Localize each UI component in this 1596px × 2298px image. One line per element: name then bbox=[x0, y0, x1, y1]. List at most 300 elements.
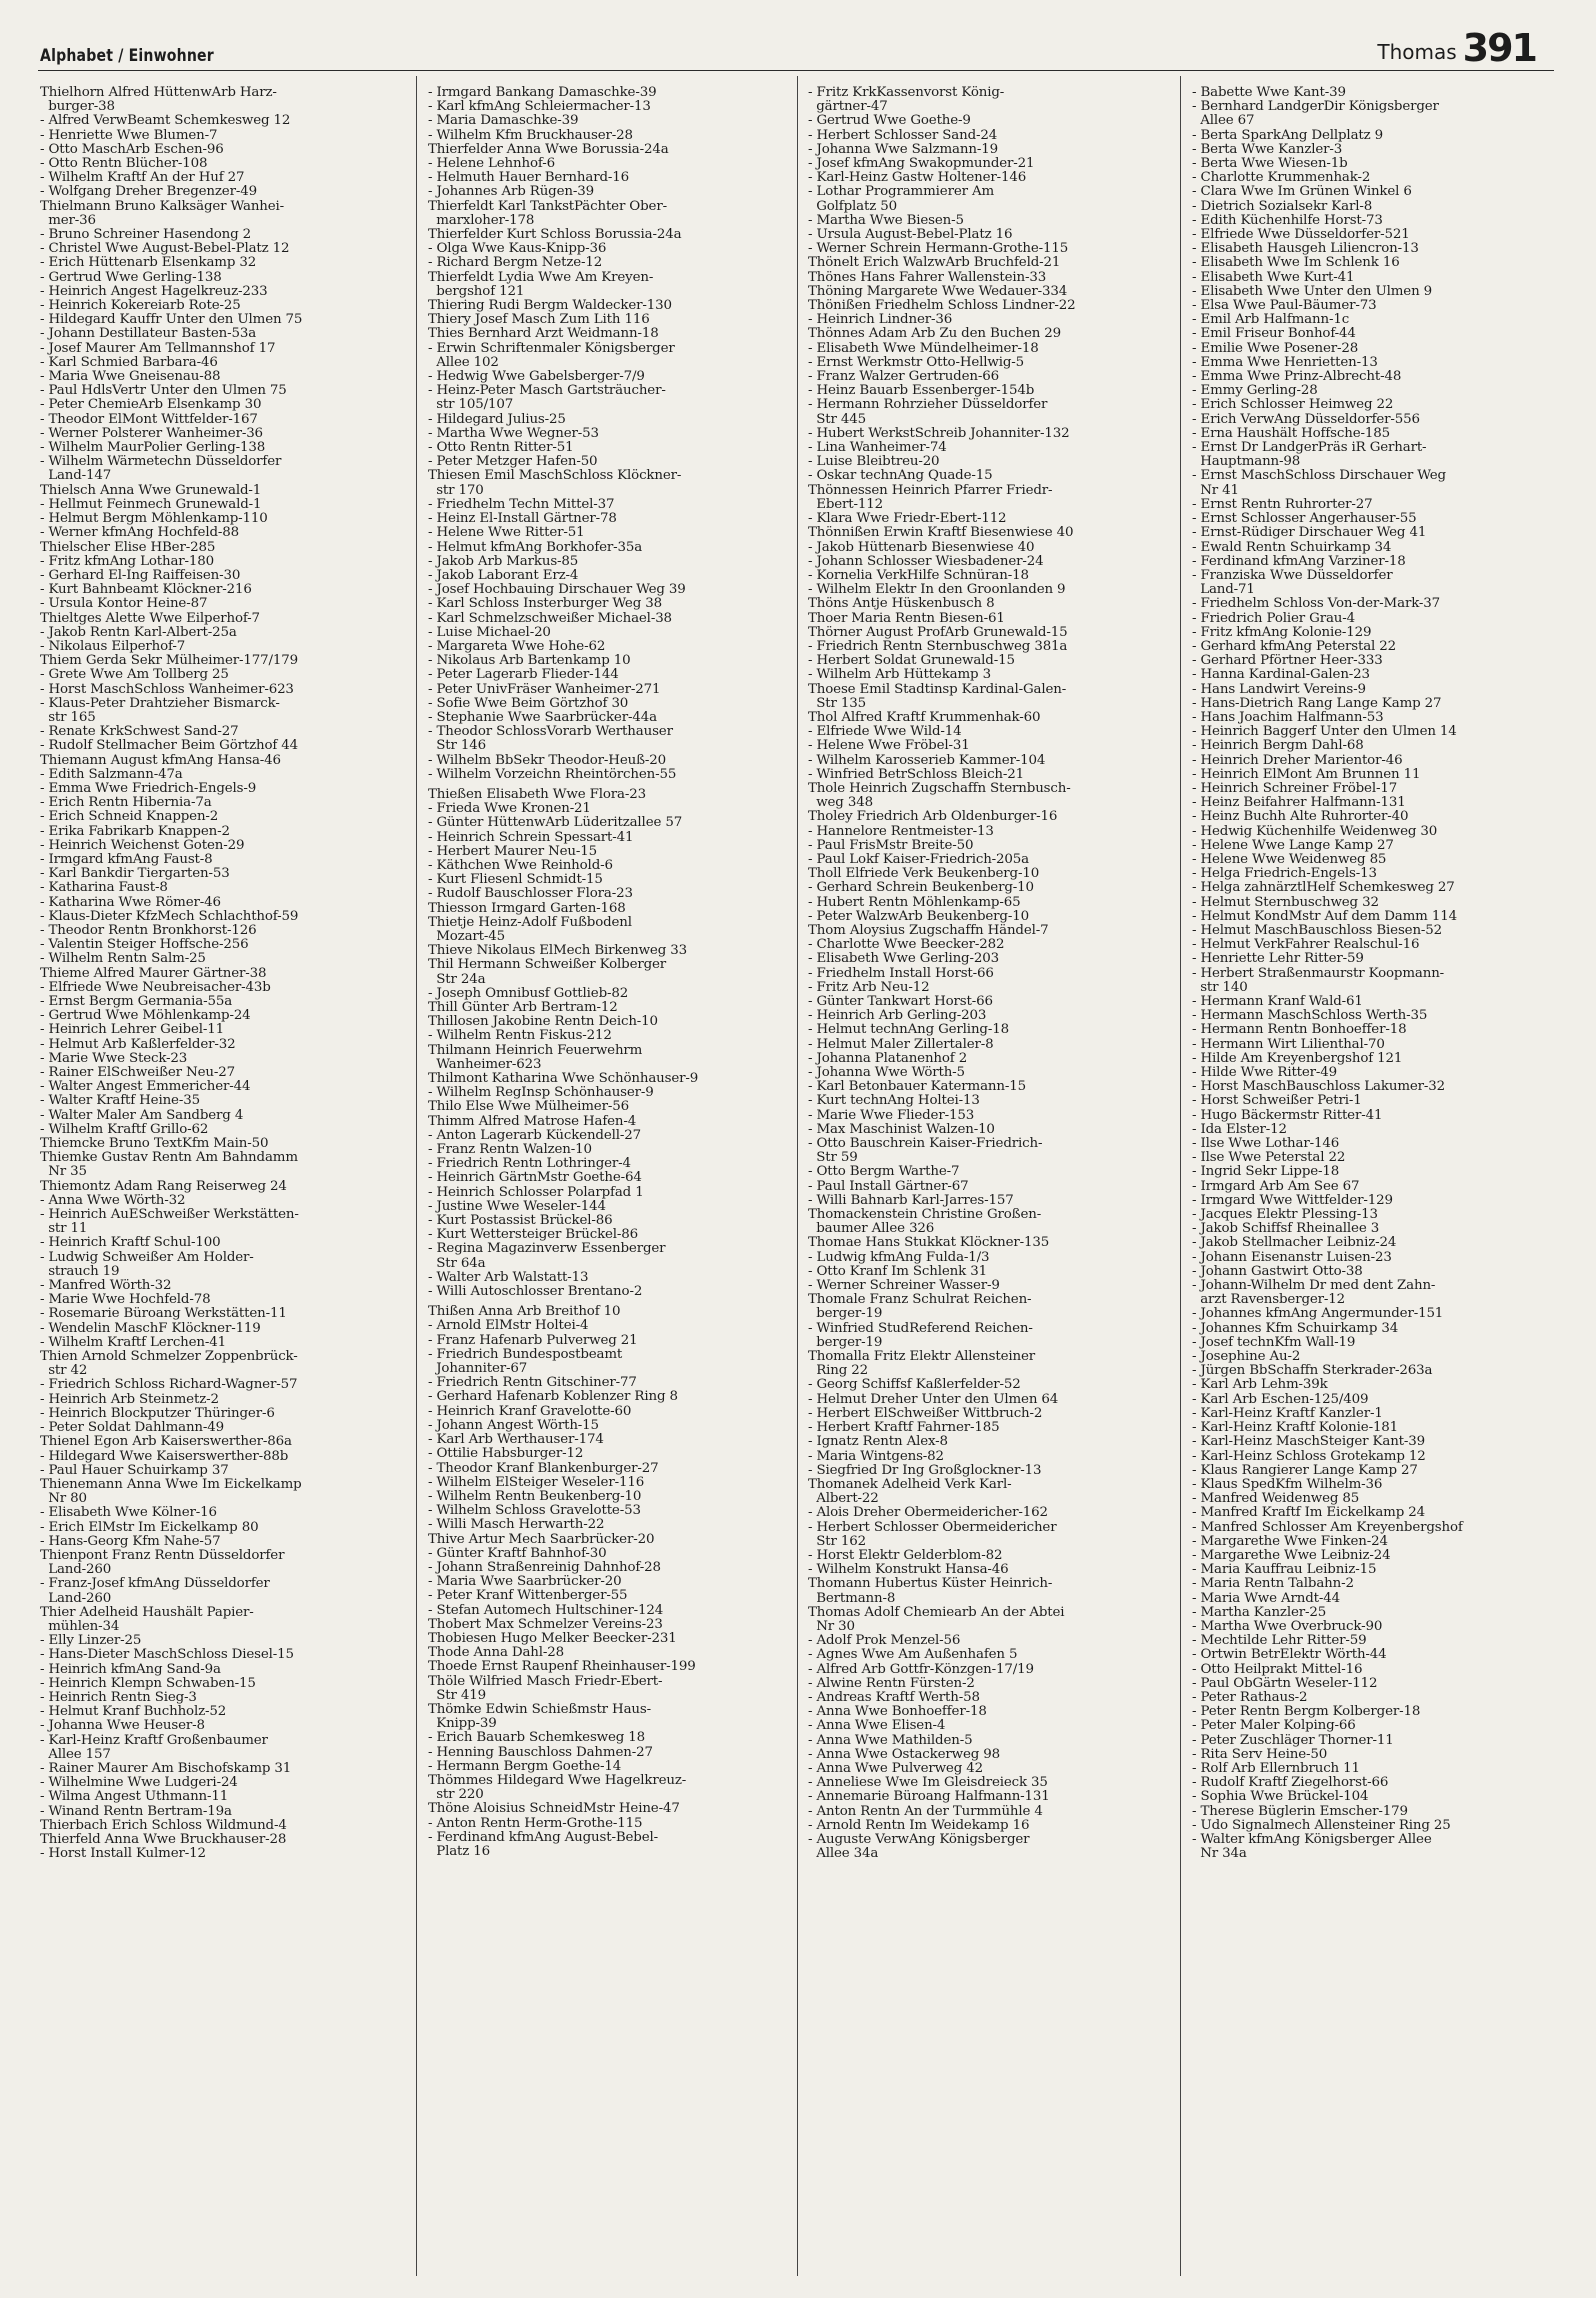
directory-entry-line: - Anna Wwe Ostackerweg 98 bbox=[808, 1747, 1001, 1762]
directory-entry-line: - Ernst-Rüdiger Dirschauer Weg 41 bbox=[1192, 526, 1427, 541]
directory-entry-line: - Erwin Schriftenmaler Königsberger bbox=[428, 341, 675, 356]
directory-entry-line: Thobiesen Hugo Melker Beecker-231 bbox=[428, 1631, 677, 1646]
directory-entry-line: Thieltges Alette Wwe Eilperhof-7 bbox=[40, 611, 260, 626]
directory-entry-line: - Wilhelm Vorzeichn Rheintörchen-55 bbox=[428, 767, 677, 782]
directory-entry-line: Tholey Friedrich Arb Oldenburger-16 bbox=[808, 810, 1058, 825]
directory-entry-line: - Katharina Wwe Römer-46 bbox=[40, 895, 221, 910]
directory-entry-line: Thole Heinrich Zugschaffn Sternbusch- bbox=[808, 781, 1071, 796]
directory-entry-line: Thomas Adolf Chemiearb An der Abtei bbox=[808, 1605, 1065, 1620]
directory-column-4 bbox=[1192, 86, 1544, 1861]
directory-entry-line: Thiem Gerda Sekr Mülheimer-177/179 bbox=[40, 654, 298, 669]
directory-entry-line: - Josef Maurer Am Tellmannshof 17 bbox=[40, 341, 276, 356]
directory-entry-line: - Ferdinand kfmAng August-Bebel- bbox=[428, 1830, 659, 1845]
directory-entry-line: - Jakob Hüttenarb Biesenwiese 40 bbox=[808, 540, 1035, 555]
directory-entry-line: - Gerhard Pförtner Heer-333 bbox=[1192, 654, 1383, 669]
directory-entry-line: - Berta Wwe Kanzler-3 bbox=[1192, 142, 1343, 157]
directory-entry-line: - Ernst MaschSchloss Dirschauer Weg bbox=[1192, 469, 1446, 484]
directory-entry-line: - Herbert Soldat Grunewald-15 bbox=[808, 654, 1015, 669]
directory-entry-line: Thoede Ernst Raupenf Rheinhauser-199 bbox=[428, 1660, 696, 1675]
directory-entry-line: - Heinrich Schrein Spessart-41 bbox=[428, 830, 634, 845]
directory-entry-line: - Johann Destillateur Basten-53a bbox=[40, 327, 257, 342]
directory-entry-line: - Irmgard Arb Am See 67 bbox=[1192, 1179, 1360, 1194]
directory-entry-line: - Wilhelm Kraftf Lerchen-41 bbox=[40, 1335, 227, 1350]
directory-entry-line: burger-38 bbox=[40, 100, 115, 115]
directory-entry-line: - Heinz Bauarb Essenberger-154b bbox=[808, 384, 1035, 399]
directory-entry-line: - Peter Kranf Wittenberger-55 bbox=[428, 1589, 628, 1604]
directory-entry-line: - Johanna Wwe Wörth-5 bbox=[808, 1066, 965, 1081]
directory-entry-line: Str 135 bbox=[808, 696, 866, 711]
directory-entry-line: - Gertrud Wwe Goethe-9 bbox=[808, 114, 971, 129]
directory-entry-line: Thielscher Elise HBer-285 bbox=[40, 540, 216, 555]
directory-entry-line: Thoer Maria Rentn Biesen-61 bbox=[808, 611, 1005, 626]
directory-entry-line: - Karl Arb Eschen-125/409 bbox=[1192, 1392, 1369, 1407]
directory-entry-line: - Erich Rentn Hibernia-7a bbox=[40, 796, 212, 811]
directory-entry-line: - Peter Zuschläger Thorner-11 bbox=[1192, 1733, 1394, 1748]
directory-entry-line: Land-260 bbox=[40, 1591, 112, 1606]
directory-entry-line: - Karl-Heinz Kraftf Kanzler-1 bbox=[1192, 1406, 1383, 1421]
directory-entry-line: - Anna Wwe Bonhoeffer-18 bbox=[808, 1705, 987, 1720]
directory-entry-line: Thißen Anna Arb Breithof 10 bbox=[428, 1305, 621, 1320]
directory-entry-line: - Heinz Buchh Alte Ruhrorter-40 bbox=[1192, 810, 1409, 825]
directory-entry-line: - Martha Wwe Wegner-53 bbox=[428, 426, 599, 441]
directory-entry-line: Thomae Hans Stukkat Klöckner-135 bbox=[808, 1236, 1050, 1251]
directory-entry-line: str 42 bbox=[40, 1364, 88, 1379]
directory-entry-line: - Kurt Wettersteiger Brückel-86 bbox=[428, 1228, 639, 1243]
directory-entry-line: - Heinrich Bergm Dahl-68 bbox=[1192, 739, 1364, 754]
directory-entry-line: - Helmut kfmAng Borkhofer-35a bbox=[428, 540, 643, 555]
directory-entry-line: Land-147 bbox=[40, 469, 112, 484]
directory-entry-line: - Maria Kauffrau Leibniz-15 bbox=[1192, 1563, 1377, 1578]
directory-entry-line: - Agnes Wwe Am Außenhafen 5 bbox=[808, 1648, 1018, 1663]
directory-entry-line: - Martha Kanzler-25 bbox=[1192, 1605, 1327, 1620]
directory-entry-line: Thieve Nikolaus ElMech Birkenweg 33 bbox=[428, 944, 687, 959]
directory-entry-line: - Friedhelm Techn Mittel-37 bbox=[428, 497, 615, 512]
directory-entry-line: - Friedrich Rentn Lothringer-4 bbox=[428, 1157, 631, 1172]
directory-entry-line: - Helmut Kranf Buchholz-52 bbox=[40, 1705, 227, 1720]
directory-entry-line: - Wilhelmine Wwe Ludgeri-24 bbox=[40, 1776, 238, 1791]
directory-entry-line: - Ingrid Sekr Lippe-18 bbox=[1192, 1165, 1340, 1180]
directory-entry-line: - Heinrich Rentn Sieg-3 bbox=[40, 1690, 197, 1705]
directory-entry-line: Land-260 bbox=[40, 1563, 112, 1578]
directory-entry-line: - Wilhelm Rentn Fiskus-212 bbox=[428, 1029, 612, 1044]
directory-entry-line: - Otto Rentn Blücher-108 bbox=[40, 157, 208, 172]
directory-entry-line: - Friedhelm Schloss Von-der-Mark-37 bbox=[1192, 597, 1441, 612]
directory-entry-line: Str 445 bbox=[808, 412, 866, 427]
directory-entry-line: - Manfred Wörth-32 bbox=[40, 1279, 172, 1294]
directory-entry-line: - Paul ObGärtn Weseler-112 bbox=[1192, 1676, 1378, 1691]
directory-entry-line: - Hildegard Julius-25 bbox=[428, 412, 566, 427]
directory-entry-line: - Luise Bleibtreu-20 bbox=[808, 455, 940, 470]
directory-entry-line: Thiery Josef Masch Zum Lith 116 bbox=[428, 313, 650, 328]
directory-entry-line: - Erich Bauarb Schemkesweg 18 bbox=[428, 1731, 646, 1746]
directory-entry-line: - Herbert Kraftf Fahrner-185 bbox=[808, 1421, 1000, 1436]
directory-entry-line: Allee 102 bbox=[428, 355, 499, 370]
directory-entry-line: - Berta SparkAng Dellplatz 9 bbox=[1192, 128, 1384, 143]
directory-entry-line: - Paul Install Gärtner-67 bbox=[808, 1179, 969, 1194]
directory-entry-line: - Paul Hauer Schuirkamp 37 bbox=[40, 1463, 229, 1478]
directory-entry-line: - Otto MaschArb Eschen-96 bbox=[40, 142, 224, 157]
directory-entry-line: - Heinrich Arb Steinmetz-2 bbox=[40, 1392, 219, 1407]
directory-entry-line: - Andreas Kraftf Werth-58 bbox=[808, 1690, 980, 1705]
directory-entry-line: - Wilhelm Kraftf An der Huf 27 bbox=[40, 171, 245, 186]
directory-entry-line: - Gerhard El-Ing Raiffeisen-30 bbox=[40, 568, 241, 583]
directory-entry-line: - Käthchen Wwe Reinhold-6 bbox=[428, 858, 613, 873]
directory-entry-line: - Udo Signalmech Allensteiner Ring 25 bbox=[1192, 1818, 1451, 1833]
directory-entry-line: - Manfred Kraftf Im Eickelkamp 24 bbox=[1192, 1506, 1425, 1521]
directory-entry-line: - Josephine Au-2 bbox=[1192, 1350, 1301, 1365]
directory-entry-line: - Elisabeth Wwe Gerling-203 bbox=[808, 952, 999, 967]
directory-entry-line: - Günter Kraftf Bahnhof-30 bbox=[428, 1546, 607, 1561]
directory-entry-line: - Valentin Steiger Hoffsche-256 bbox=[40, 938, 249, 953]
directory-entry-line: - Werner Schrein Hermann-Grothe-115 bbox=[808, 242, 1069, 257]
directory-entry-line: - Max Maschinist Walzen-10 bbox=[808, 1122, 995, 1137]
directory-entry-line: - Werner Polsterer Wanheimer-36 bbox=[40, 426, 263, 441]
directory-entry-line: - Lina Wanheimer-74 bbox=[808, 441, 947, 456]
directory-entry-line: Platz 16 bbox=[428, 1844, 491, 1859]
directory-entry-line: - Erna Haushält Hoffsche-185 bbox=[1192, 426, 1390, 441]
directory-column-2 bbox=[428, 86, 780, 1859]
directory-entry-line: - Maria Wwe Gneisenau-88 bbox=[40, 370, 221, 385]
directory-entry-line: - Peter Lagerarb Flieder-144 bbox=[428, 668, 619, 683]
directory-entry-line: - Jakob Arb Markus-85 bbox=[428, 554, 579, 569]
directory-entry-line: - Emmy Gerling-28 bbox=[1192, 384, 1318, 399]
directory-entry-line: - Kurt technAng Holtei-13 bbox=[808, 1094, 980, 1109]
directory-entry-line: Thiemke Gustav Rentn Am Bahndamm bbox=[40, 1151, 298, 1166]
directory-entry-line: - Horst Elektr Gelderblom-82 bbox=[808, 1548, 1003, 1563]
directory-entry-line: - Hellmut Feinmech Grunewald-1 bbox=[40, 497, 262, 512]
directory-entry-line: - Anneliese Wwe Im Gleisdreieck 35 bbox=[808, 1776, 1048, 1791]
directory-entry-line: - Anton Lagerarb Kückendell-27 bbox=[428, 1128, 642, 1143]
directory-entry-line: - Klaus Rangierer Lange Kamp 27 bbox=[1192, 1463, 1418, 1478]
directory-entry-line: - Otto Bergm Warthe-7 bbox=[808, 1165, 960, 1180]
directory-entry-line: Ebert-112 bbox=[808, 497, 883, 512]
directory-entry-line: - Rita Serv Heine-50 bbox=[1192, 1747, 1328, 1762]
directory-entry-line: - Henning Bauschloss Dahmen-27 bbox=[428, 1745, 653, 1760]
directory-entry-line: - Elfriede Wwe Düsseldorfer-521 bbox=[1192, 228, 1410, 243]
directory-entry-line: Thierbach Erich Schloss Wildmund-4 bbox=[40, 1818, 287, 1833]
directory-entry-line: - Heinrich Baggerf Unter den Ulmen 14 bbox=[1192, 725, 1457, 740]
directory-entry-line: - Ottilie Habsburger-12 bbox=[428, 1447, 584, 1462]
directory-entry-line: - Margareta Wwe Hohe-62 bbox=[428, 639, 606, 654]
directory-entry-line: - Rudolf Kraftf Ziegelhorst-66 bbox=[1192, 1776, 1389, 1791]
directory-entry-line: Knipp-39 bbox=[428, 1717, 497, 1732]
directory-entry-line: - Gertrud Wwe Gerling-138 bbox=[40, 270, 222, 285]
directory-entry-line: str 105/107 bbox=[428, 398, 514, 413]
directory-entry-line: - Walter Angest Emmericher-44 bbox=[40, 1080, 251, 1095]
directory-entry-line: berger-19 bbox=[808, 1335, 883, 1350]
directory-entry-line: - Friedrich Schloss Richard-Wagner-57 bbox=[40, 1378, 298, 1393]
directory-entry-line: - Helmut Sternbuschweg 32 bbox=[1192, 895, 1379, 910]
directory-entry-line: - Jakob Laborant Erz-4 bbox=[428, 568, 579, 583]
directory-entry-line: Ring 22 bbox=[808, 1364, 869, 1379]
directory-entry-line: Thießen Elisabeth Wwe Flora-23 bbox=[428, 787, 646, 802]
directory-entry-line: - Horst Install Kulmer-12 bbox=[40, 1847, 206, 1862]
directory-entry-line: - Heinrich kfmAng Sand-9a bbox=[40, 1662, 221, 1677]
directory-entry-line: Thiesson Irmgard Garten-168 bbox=[428, 901, 626, 916]
directory-entry-line: Str 59 bbox=[808, 1151, 858, 1166]
directory-entry-line: Thienemann Anna Wwe Im Eickelkamp bbox=[40, 1477, 302, 1492]
directory-entry-line: - Klaus-Dieter KfzMech Schlachthof-59 bbox=[40, 909, 299, 924]
directory-entry-line: - Manfred Schlosser Am Kreyenbergshof bbox=[1192, 1520, 1463, 1535]
directory-entry-line: - Werner kfmAng Hochfeld-88 bbox=[40, 526, 239, 541]
directory-entry-line: - Willi Bahnarb Karl-Jarres-157 bbox=[808, 1193, 1014, 1208]
directory-entry-line: - Peter UnivFräser Wanheimer-271 bbox=[428, 682, 661, 697]
directory-entry-line: - Frieda Wwe Kronen-21 bbox=[428, 802, 591, 817]
directory-entry-line: - Anton Rentn An der Turmmühle 4 bbox=[808, 1804, 1043, 1819]
directory-entry-line: - Oskar technAng Quade-15 bbox=[808, 469, 993, 484]
directory-entry-line: - Wilhelm Elektr In den Groonlanden 9 bbox=[808, 583, 1066, 598]
directory-entry-line: - Heinrich Schreiner Fröbel-17 bbox=[1192, 781, 1398, 796]
directory-entry-line: - Maria Wwe Saarbrücker-20 bbox=[428, 1575, 622, 1590]
directory-entry-line: - Arnold ElMstr Holtei-4 bbox=[428, 1319, 589, 1334]
directory-entry-line: - Richard Bergm Netze-12 bbox=[428, 256, 603, 271]
directory-entry-line: - Babette Wwe Kant-39 bbox=[1192, 86, 1346, 100]
directory-entry-line: - Friedrich Rentn Sternbuschweg 381a bbox=[808, 639, 1068, 654]
directory-entry-line: Thönelt Erich WalzwArb Bruchfeld-21 bbox=[808, 256, 1061, 271]
directory-entry-line: - Willi Masch Herwarth-22 bbox=[428, 1518, 605, 1533]
directory-entry-line: - Hans Joachim Halfmann-53 bbox=[1192, 710, 1384, 725]
directory-entry-line: - Hilde Am Kreyenbergshof 121 bbox=[1192, 1051, 1403, 1066]
directory-entry-line: - Wilhelm Kraftf Grillo-62 bbox=[40, 1122, 209, 1137]
directory-entry-line: Thol Alfred Kraftf Krummenhak-60 bbox=[808, 710, 1041, 725]
directory-entry-line: - Wilhelm ElSteiger Weseler-116 bbox=[428, 1475, 645, 1490]
directory-entry-line: - Anna Wwe Pulverweg 42 bbox=[808, 1761, 983, 1776]
directory-entry-line: - Heinrich Blockputzer Thüringer-6 bbox=[40, 1406, 275, 1421]
directory-entry-line: - Ursula August-Bebel-Platz 16 bbox=[808, 228, 1013, 243]
directory-entry-line: - Heinrich Dreher Marientor-46 bbox=[1192, 753, 1403, 768]
directory-entry-line: - Helmut technAng Gerling-18 bbox=[808, 1023, 1009, 1038]
directory-entry-line: - Lothar Programmierer Am bbox=[808, 185, 995, 200]
directory-entry-line: - Rainer Maurer Am Bischofskamp 31 bbox=[40, 1761, 292, 1776]
directory-entry-line: - Hermann Kranf Wald-61 bbox=[1192, 995, 1363, 1009]
directory-entry-line: - Martha Wwe Biesen-5 bbox=[808, 213, 964, 228]
directory-entry-line: - Helga Friedrich-Engels-13 bbox=[1192, 867, 1377, 882]
directory-entry-line: - Manfred Weidenweg 85 bbox=[1192, 1492, 1360, 1507]
directory-entry-line: Land-71 bbox=[1192, 583, 1255, 598]
directory-entry-line: mühlen-34 bbox=[40, 1619, 120, 1634]
directory-entry-line: - Henriette Wwe Blumen-7 bbox=[40, 128, 218, 143]
directory-entry-line: Hauptmann-98 bbox=[1192, 455, 1301, 470]
directory-entry-line: Thimm Alfred Matrose Hafen-4 bbox=[428, 1114, 637, 1129]
directory-entry-line: - Wilhelm Schloss Gravelotte-53 bbox=[428, 1504, 641, 1519]
directory-entry-line: str 11 bbox=[40, 1222, 88, 1237]
directory-entry-line: - Mechtilde Lehr Ritter-59 bbox=[1192, 1634, 1367, 1649]
directory-entry-line: - Otto Kranf Im Schlenk 31 bbox=[808, 1264, 987, 1279]
directory-entry-line: - Erich ElMstr Im Eickelkamp 80 bbox=[40, 1520, 259, 1535]
directory-entry-line: - Emma Wwe Prinz-Albrecht-48 bbox=[1192, 370, 1402, 385]
section-heading: Alphabet / Einwohner bbox=[40, 46, 214, 66]
directory-entry-line: Thien Arnold Schmelzer Zoppenbrück- bbox=[40, 1350, 298, 1365]
directory-entry-line: - Fritz KrkKassenvorst König- bbox=[808, 86, 1005, 100]
directory-entry-line: Thomann Hubertus Küster Heinrich- bbox=[808, 1577, 1053, 1592]
directory-entry-line: Johanniter-67 bbox=[428, 1362, 528, 1377]
directory-entry-line: berger-19 bbox=[808, 1307, 883, 1322]
directory-entry-line: - Johannes kfmAng Angermunder-151 bbox=[1192, 1307, 1444, 1322]
directory-entry-line: - Ursula Kontor Heine-87 bbox=[40, 597, 208, 612]
directory-entry-line: Thielsch Anna Wwe Grunewald-1 bbox=[40, 483, 262, 498]
directory-entry-line: - Herbert Schlosser Obermeidericher bbox=[808, 1520, 1057, 1535]
directory-entry-line: Wanheimer-623 bbox=[428, 1057, 542, 1072]
directory-entry-line: - Otto Rentn Ritter-51 bbox=[428, 441, 574, 456]
directory-entry-line: Thode Anna Dahl-28 bbox=[428, 1646, 565, 1661]
directory-entry-line: - Peter ChemieArb Elsenkamp 30 bbox=[40, 398, 262, 413]
directory-entry-line: - Emma Wwe Henrietten-13 bbox=[1192, 355, 1378, 370]
column-divider bbox=[797, 76, 798, 2276]
directory-entry-line: Allee 67 bbox=[1192, 114, 1255, 129]
directory-entry-line: - Peter Soldat Dahlmann-49 bbox=[40, 1421, 225, 1436]
directory-entry-line: - Wilhelm BbSekr Theodor-Heuß-20 bbox=[428, 753, 666, 768]
directory-entry-line: Thiemann August kfmAng Hansa-46 bbox=[40, 753, 281, 768]
directory-entry-line: - Klaus-Peter Drahtzieher Bismarck- bbox=[40, 696, 280, 711]
directory-entry-line: - Margarethe Wwe Leibniz-24 bbox=[1192, 1548, 1391, 1563]
directory-entry-line: - Elisabeth Wwe Kurt-41 bbox=[1192, 270, 1355, 285]
directory-entry-line: - Nikolaus Eilperhof-7 bbox=[40, 639, 186, 654]
directory-entry-line: - Karl-Heinz MaschSteiger Kant-39 bbox=[1192, 1435, 1426, 1450]
directory-entry-line: - Johann Schlosser Wiesbadener-24 bbox=[808, 554, 1044, 569]
directory-entry-line: - Ferdinand kfmAng Varziner-18 bbox=[1192, 554, 1406, 569]
directory-entry-line: - Rudolf Bauschlosser Flora-23 bbox=[428, 887, 633, 902]
directory-entry-line: - Karl-Heinz Kraftf Kolonie-181 bbox=[1192, 1421, 1399, 1436]
directory-entry-line: - Justine Wwe Weseler-144 bbox=[428, 1199, 606, 1214]
directory-entry-line: Thöns Antje Hüskenbusch 8 bbox=[808, 597, 995, 612]
directory-entry-line: Thier Adelheid Haushält Papier- bbox=[40, 1605, 254, 1620]
directory-entry-line: - Wilhelm Arb Hüttekamp 3 bbox=[808, 668, 991, 683]
directory-entry-line: - Friedrich Rentn Gitschiner-77 bbox=[428, 1376, 637, 1391]
directory-entry-line: - Gerhard Schrein Beukenberg-10 bbox=[808, 881, 1034, 896]
directory-entry-line: - Johanna Wwe Heuser-8 bbox=[40, 1719, 205, 1734]
directory-entry-line: - Wilhelm Karosserieb Kammer-104 bbox=[808, 753, 1046, 768]
directory-entry-line: - Elfriede Wwe Neubreisacher-43b bbox=[40, 980, 271, 995]
directory-entry-line: - Wilma Angest Uthmann-11 bbox=[40, 1790, 229, 1805]
directory-entry-line: - Winfried BetrSchloss Bleich-21 bbox=[808, 767, 1025, 782]
directory-entry-line: - Hans Landwirt Vereins-9 bbox=[1192, 682, 1366, 697]
directory-entry-line: - Ignatz Rentn Alex-8 bbox=[808, 1435, 948, 1450]
directory-entry-line: - Emilie Wwe Posener-28 bbox=[1192, 341, 1359, 356]
directory-entry-line: - Martha Wwe Overbruck-90 bbox=[1192, 1619, 1383, 1634]
directory-entry-line: - Katharina Faust-8 bbox=[40, 881, 168, 896]
directory-entry-line: - Günter HüttenwArb Lüderitzallee 57 bbox=[428, 816, 683, 831]
directory-entry-line: Thill Günter Arb Bertram-12 bbox=[428, 1001, 618, 1015]
directory-entry-line: - Ida Elster-12 bbox=[1192, 1122, 1287, 1137]
directory-entry-line: Thöning Margarete Wwe Wedauer-334 bbox=[808, 284, 1068, 299]
directory-entry-line: - Rainer ElSchweißer Neu-27 bbox=[40, 1066, 235, 1081]
directory-entry-line: - Nikolaus Arb Bartenkamp 10 bbox=[428, 654, 631, 669]
directory-entry-line: - Klara Wwe Friedr-Ebert-112 bbox=[808, 512, 1007, 527]
directory-entry-line: Thiemcke Bruno TextKfm Main-50 bbox=[40, 1137, 269, 1152]
directory-entry-line: - Anton Rentn Herm-Grothe-115 bbox=[428, 1816, 643, 1831]
directory-entry-line: - Fritz kfmAng Kolonie-129 bbox=[1192, 625, 1372, 640]
directory-entry-line: - Peter Maler Kolping-66 bbox=[1192, 1719, 1356, 1734]
directory-entry-line: - Gertrud Wwe Möhlenkamp-24 bbox=[40, 1009, 251, 1024]
directory-entry-line: weg 348 bbox=[808, 796, 873, 811]
directory-entry-line: - Elisabeth Hausgeh Liliencron-13 bbox=[1192, 242, 1419, 257]
directory-entry-line: - Helmut Dreher Unter den Ulmen 64 bbox=[808, 1392, 1059, 1407]
directory-entry-line: - Otto Bauschrein Kaiser-Friedrich- bbox=[808, 1137, 1043, 1152]
directory-entry-line: - Helene Wwe Fröbel-31 bbox=[808, 739, 970, 754]
directory-entry-line: - Wilhelm Wärmetechn Düsseldorfer bbox=[40, 455, 282, 470]
directory-entry-line: Nr 34a bbox=[1192, 1847, 1247, 1862]
directory-entry-line: - Anna Wwe Mathilden-5 bbox=[808, 1733, 973, 1748]
directory-entry-line: - Günter Tankwart Horst-66 bbox=[808, 995, 993, 1009]
page-header-right bbox=[1377, 26, 1536, 70]
directory-entry-line: - Jakob Rentn Karl-Albert-25a bbox=[40, 625, 237, 640]
directory-entry-line: Str 419 bbox=[428, 1688, 486, 1703]
directory-entry-line: Albert-22 bbox=[808, 1492, 879, 1507]
directory-entry-line: - Karl kfmAng Schleiermacher-13 bbox=[428, 100, 651, 115]
directory-entry-line: - Heinz-Peter Masch Gartsträucher- bbox=[428, 384, 666, 399]
directory-entry-line: Thive Artur Mech Saarbrücker-20 bbox=[428, 1532, 655, 1547]
directory-entry-line: - Friedrich Polier Grau-4 bbox=[1192, 611, 1355, 626]
directory-entry-line: - Karl Arb Werthauser-174 bbox=[428, 1433, 604, 1448]
directory-entry-line: - Heinrich Arb Gerling-203 bbox=[808, 1009, 987, 1024]
directory-entry-line: - Hubert WerkstSchreib Johanniter-132 bbox=[808, 426, 1070, 441]
directory-entry-line: - Walter Kraftf Heine-35 bbox=[40, 1094, 200, 1109]
directory-entry-line: - Josef Hochbauing Dirschauer Weg 39 bbox=[428, 583, 686, 598]
directory-entry-line: Nr 41 bbox=[1192, 483, 1239, 498]
directory-entry-line: - Heinrich Angest Hagelkreuz-233 bbox=[40, 284, 268, 299]
directory-entry-line: Thienpont Franz Rentn Düsseldorfer bbox=[40, 1548, 285, 1563]
directory-entry-line: - Karl Schloss Insterburger Weg 38 bbox=[428, 597, 662, 612]
directory-entry-line: arzt Ravensberger-12 bbox=[1192, 1293, 1346, 1308]
directory-entry-line: Thilmont Katharina Wwe Schönhauser-9 bbox=[428, 1072, 699, 1087]
directory-entry-line: - Hedwig Küchenhilfe Weidenweg 30 bbox=[1192, 824, 1438, 839]
directory-entry-line: marxloher-178 bbox=[428, 213, 535, 228]
directory-entry-line: - Johann Straßenreinig Dahnhof-28 bbox=[428, 1560, 661, 1575]
directory-entry-line: - Rudolf Stellmacher Beim Görtzhof 44 bbox=[40, 739, 299, 754]
directory-entry-line: - Ernst Werkmstr Otto-Hellwig-5 bbox=[808, 355, 1025, 370]
directory-entry-line: - Siegfried Dr Ing Großglockner-13 bbox=[808, 1463, 1042, 1478]
directory-entry-line: - Franz Rentn Walzen-10 bbox=[428, 1143, 592, 1158]
directory-entry-line: - Maria Wintgens-82 bbox=[808, 1449, 944, 1464]
directory-entry-line: - Renate KrkSchwest Sand-27 bbox=[40, 725, 239, 740]
directory-entry-line: - Emil Arb Halfmann-1c bbox=[1192, 313, 1350, 328]
directory-entry-line: Thilmann Heinrich Feuerwehrm bbox=[428, 1043, 643, 1058]
directory-entry-line: - Adolf Prok Menzel-56 bbox=[808, 1634, 961, 1649]
directory-entry-line: - Alfred VerwBeamt Schemkesweg 12 bbox=[40, 114, 291, 129]
directory-entry-line: - Horst Schweißer Petri-1 bbox=[1192, 1094, 1362, 1109]
directory-column-3 bbox=[808, 86, 1160, 1861]
directory-entry-line: - Helene Wwe Weidenweg 85 bbox=[1192, 852, 1387, 867]
directory-entry-line: Thönißen Friedhelm Schloss Lindner-22 bbox=[808, 299, 1076, 314]
directory-entry-line: - Theodor Rentn Bronkhorst-126 bbox=[40, 923, 257, 938]
directory-entry-line: - Sofie Wwe Beim Görtzhof 30 bbox=[428, 696, 629, 711]
directory-column-1 bbox=[40, 86, 392, 1861]
column-divider bbox=[416, 76, 417, 2276]
directory-entry-line: - Erich Schlosser Heimweg 22 bbox=[1192, 398, 1394, 413]
directory-entry-line: - Emma Wwe Friedrich-Engels-9 bbox=[40, 781, 257, 796]
directory-entry-line: - Georg Schiffsf Kaßlerfelder-52 bbox=[808, 1378, 1021, 1393]
directory-entry-line: - Erich Schneid Knappen-2 bbox=[40, 810, 219, 825]
directory-entry-line: str 170 bbox=[428, 483, 484, 498]
directory-entry-line: - Paul Lokf Kaiser-Friedrich-205a bbox=[808, 852, 1030, 867]
directory-entry-line: - Heinrich Klempn Schwaben-15 bbox=[40, 1676, 256, 1691]
directory-entry-line: Nr 30 bbox=[808, 1619, 855, 1634]
directory-entry-line: - Hedwig Wwe Gabelsberger-7/9 bbox=[428, 370, 645, 385]
directory-entry-line: - Karl-Heinz Schloss Grotekamp 12 bbox=[1192, 1449, 1426, 1464]
directory-entry-line: - Johannes Kfm Schuirkamp 34 bbox=[1192, 1321, 1399, 1336]
directory-entry-line: - Hermann Wirt Lilienthal-70 bbox=[1192, 1037, 1385, 1052]
directory-entry-line: Thöle Wilfried Masch Friedr-Ebert- bbox=[428, 1674, 663, 1689]
directory-entry-line: - Herbert Maurer Neu-15 bbox=[428, 844, 598, 859]
directory-entry-line: - Erich Hüttenarb Elsenkamp 32 bbox=[40, 256, 257, 271]
directory-entry-line: - Herbert Straßenmaurstr Koopmann- bbox=[1192, 966, 1445, 981]
directory-entry-line: - Charlotte Wwe Beecker-282 bbox=[808, 938, 1005, 953]
directory-entry-line: Thomale Franz Schulrat Reichen- bbox=[808, 1293, 1032, 1308]
directory-entry-line: - Stephanie Wwe Saarbrücker-44a bbox=[428, 710, 657, 725]
directory-entry-line: - Marie Wwe Steck-23 bbox=[40, 1051, 188, 1066]
directory-entry-line: - Heinrich Lehrer Geibel-11 bbox=[40, 1023, 224, 1038]
directory-entry-line: Thiering Rudi Bergm Waldecker-130 bbox=[428, 299, 672, 314]
